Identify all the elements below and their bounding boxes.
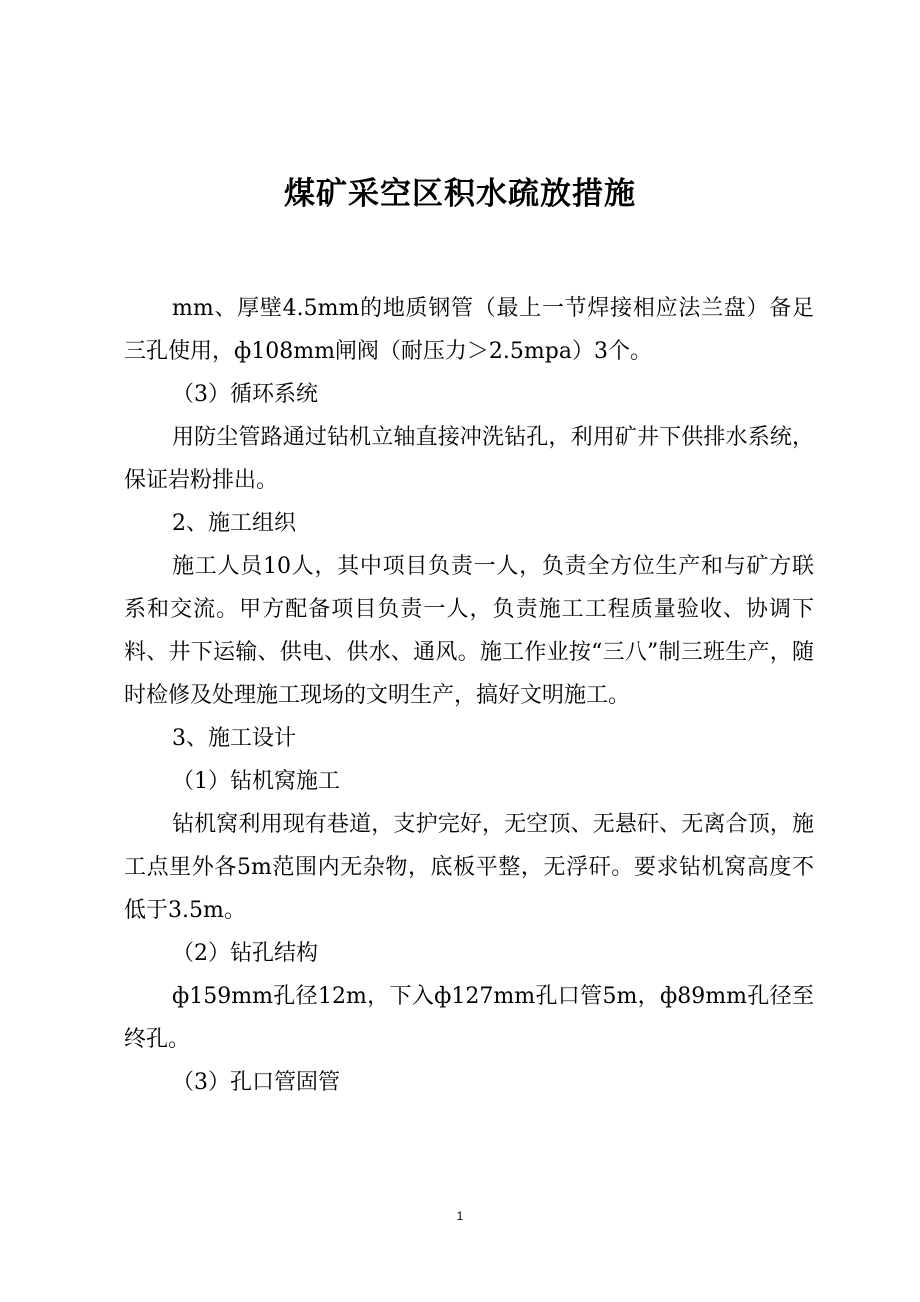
paragraph-organization: 施工人员10人，其中项目负责一人，负责全方位生产和与矿方联系和交流。甲方配备项目负责一人，负责施工工程质量验收、协调下料、井下运输、供电、供水、通风。施工作业按“三八”制三班生产，随时检修及处理施工现场的文明生产，搞好文明施工。 bbox=[124, 554, 814, 708]
paragraph-drill-chamber: 钻机窝利用现有巷道，支护完好，无空顶、无悬矸、无离合顶，施工点里外各5m范围内无杂物，底板平整，无浮矸。要求钻机窝高度不低于3.5m。 bbox=[124, 812, 814, 923]
document-body bbox=[124, 287, 814, 1104]
paragraph-steel-pipe: mm、厚壁4.5mm的地质钢管（最上一节焊接相应法兰盘）备足三孔使用，ф108mm闸阀（耐压力＞2.5mpa）3个。 bbox=[124, 296, 814, 364]
heading-construction-organization: 2、施工组织 bbox=[172, 511, 296, 536]
document-title: 煤矿采空区积水疏放措施 bbox=[284, 176, 636, 212]
paragraph-circulation: 用防尘管路通过钻机立轴直接冲洗钻孔，利用矿井下供排水系统，保证岩粉排出。 bbox=[124, 425, 814, 493]
heading-construction-design: 3、施工设计 bbox=[172, 726, 296, 751]
heading-casing-fixing: （3）孔口管固管 bbox=[172, 1070, 340, 1095]
page-number: 1 bbox=[456, 1209, 464, 1223]
heading-drill-chamber: （1）钻机窝施工 bbox=[172, 769, 340, 794]
paragraph-borehole-structure: ф159mm孔径12m，下入ф127mm孔口管5m，ф89mm孔径至终孔。 bbox=[124, 984, 814, 1052]
heading-borehole-structure: （2）钻孔结构 bbox=[172, 941, 318, 966]
heading-circulation-system: （3）循环系统 bbox=[172, 382, 318, 407]
